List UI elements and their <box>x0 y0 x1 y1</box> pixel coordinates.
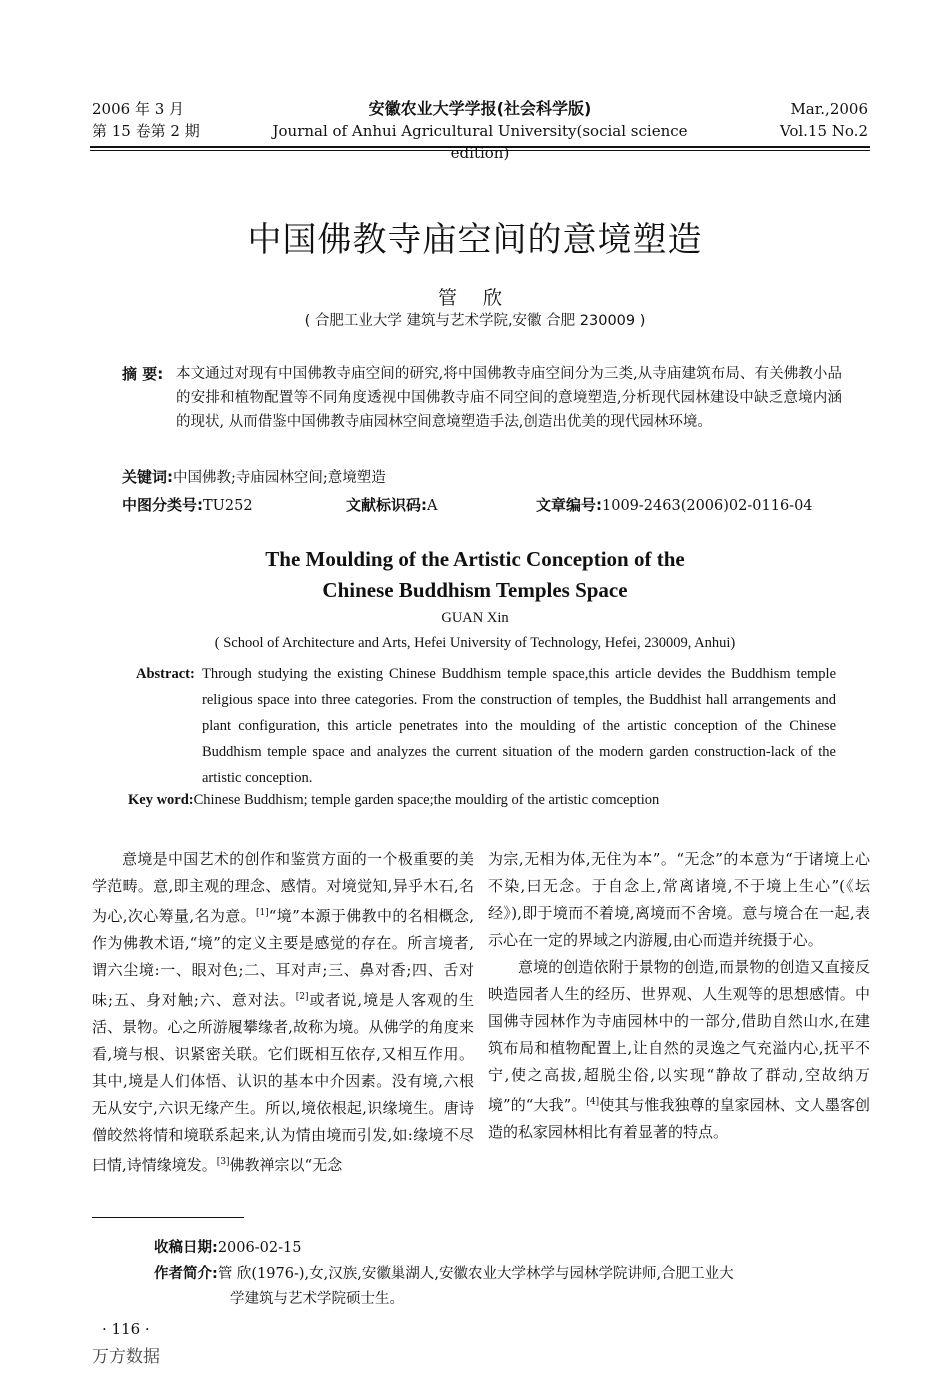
clc-label: 中图分类号: <box>122 496 203 514</box>
citation-ref: [4] <box>586 1097 600 1107</box>
paper-title-cn: 中国佛教寺庙空间的意境塑造 <box>247 220 703 260</box>
received-date <box>154 1236 301 1261</box>
keywords-cn-label: 关键词: <box>122 468 173 486</box>
volume-issue-en: Vol.15 No.2 <box>779 122 868 140</box>
footnote-rule <box>92 1217 244 1218</box>
issue-date: 2006 年 3 月 <box>92 100 185 118</box>
citation-ref: [1] <box>255 908 269 918</box>
abstract-en-label: Abstract: <box>136 666 195 682</box>
body-column-left <box>92 846 474 1179</box>
header-rule-thick <box>90 146 870 148</box>
body-text: 意境的创造依附于景物的创造,而景物的创造又直接反映造园者人生的经历、世界观、人生观等的思想感情。中国佛寺园林作为寺庙园林中的一部分,借助自然山水,在建筑布局和植物配置上,让自然的灵逸之气充溢内心,抚平不宁,使之高拔,超脱尘俗,以实现“静故了群动,空故纳万境”的“大我”。 <box>488 958 870 1114</box>
journal-issue-date <box>92 98 200 142</box>
paper-title-en-line2: Chinese Buddhism Temples Space <box>322 578 628 602</box>
abstract-cn-label: 摘 要: <box>122 365 164 383</box>
citation-ref: [2] <box>295 992 309 1002</box>
author-cn: 管 欣 <box>437 287 513 309</box>
bio-label: 作者简介: <box>154 1266 218 1282</box>
affiliation-en: ( School of Architecture and Arts, Hefei University of Technology, Hefei, 230009, Anhui) <box>214 635 736 651</box>
body-text: “境”本源于佛教中的名相概念,作为佛教术语,“境”的定义主要是感觉的存在。所言境者,谓六尘境:一、眼对色;二、耳对声;三、鼻对香;四、舌对味;五、身对触;六、意对法。 <box>92 907 474 1009</box>
abstract-cn <box>122 362 842 434</box>
clc-code <box>122 494 253 515</box>
volume-issue: 第 15 卷第 2 期 <box>92 122 200 140</box>
bio-line2: 学建筑与艺术学院硕士生。 <box>230 1291 404 1307</box>
abstract-cn-text: 本文通过对现有中国佛教寺庙空间的研究,将中国佛教寺庙空间分为三类,从寺庙建筑布局、有关佛教小品的安排和植物配置等不同角度透视中国佛教寺庙不同空间的意境塑造,分析现代园林建设中缺乏意境内涵的现状, 从而借鉴中国佛教寺庙园林空间意境塑造手法,创造出优美的现代园林环境。 <box>176 366 842 430</box>
clc-value: TU252 <box>203 498 253 514</box>
doc-value: A <box>427 498 438 514</box>
journal-name <box>250 98 710 164</box>
bio-line1: 管 欣(1976-),女,汉族,安徽巢湖人,安徽农业大学林学与园林学院讲师,合肥工业大 <box>217 1266 734 1282</box>
keywords-cn-text: 中国佛教;寺庙园林空间;意境塑造 <box>173 470 386 486</box>
article-number <box>536 494 813 515</box>
abstract-en <box>136 661 836 791</box>
body-paragraph: 为宗,无相为体,无住为本”。“无念”的本意为“于诸境上心不染,曰无念。于自念上,常离诸境,不于境上生心”(《坛经》),即于境而不着境,离境而不舍境。意与境合在一起,表示心在一定的界域之内游履,由心而造并统摄于心。 <box>488 850 870 949</box>
author-en: GUAN Xin <box>441 610 509 626</box>
body-paragraph <box>92 846 474 1179</box>
keywords-cn <box>122 466 386 487</box>
body-column-right <box>488 846 870 1146</box>
article-label: 文章编号: <box>536 496 602 514</box>
article-value: 1009-2463(2006)02-0116-04 <box>602 498 813 514</box>
journal-name-en: Journal of Anhui Agricultural University(social science edition) <box>272 122 688 162</box>
page-number: · 116 · <box>102 1320 150 1338</box>
body-text: 佛教禅宗以“无念 <box>229 1156 343 1174</box>
journal-name-cn: 安徽农业大学学报(社会科学版) <box>368 99 592 118</box>
body-paragraph <box>488 954 870 1146</box>
journal-issue-en <box>780 98 868 142</box>
abstract-en-text: Through studying the existing Chinese Buddhism temple space,this article devides the Buddhism temple religious space into three categories. From the construction of temples, the Buddhist hall arrangements and plant configuration, this article penetrates into the moulding of the artistic conception of the Chinese Buddhism temple space and analyzes the current situation of the modern garden construction-lack of the artistic conception. <box>202 666 836 786</box>
received-label: 收稿日期: <box>154 1240 218 1256</box>
keywords-en-label: Key word: <box>128 792 194 808</box>
doc-label: 文献标识码: <box>346 496 427 514</box>
paper-title-en <box>0 544 950 606</box>
keywords-en-text: Chinese Buddhism; temple garden space;the mouldirg of the artistic comception <box>193 792 660 808</box>
affiliation-cn: ( 合肥工业大学 建筑与艺术学院,安徽 合肥 230009 ) <box>304 313 646 329</box>
issue-date-en: Mar.,2006 <box>790 100 868 118</box>
author-bio <box>154 1262 854 1312</box>
watermark: 万方数据 <box>92 1347 160 1367</box>
body-text: 意境是中国艺术的创作和鉴赏方面的一个极重要的美学范畴。意,即主观的理念、感情。对境觉知,异乎木石,名为心,次心筹量,名为意。 <box>92 850 474 925</box>
doc-code <box>346 494 437 515</box>
body-text: 或者说,境是人客观的生活、景物。心之所游履攀缘者,故称为境。从佛学的角度来看,境与根、识紧密关联。它们既相互依存,又相互作用。其中,境是人们体悟、认识的基本中介因素。没有境,六根无从安宁,六识无缘产生。所以,境依根起,识缘境生。唐诗僧皎然将情和境联系起来,认为情由境而引发,如:缘境不尽曰情,诗情缘境发。 <box>92 991 474 1174</box>
received-value: 2006-02-15 <box>217 1240 302 1256</box>
citation-ref: [3] <box>216 1157 230 1167</box>
paper-title-en-line1: The Moulding of the Artistic Conception of the <box>265 547 685 571</box>
header-rule-thin <box>90 150 870 151</box>
keywords-en <box>128 792 659 809</box>
body-text: 使其与惟我独尊的皇家园林、文人墨客创造的私家园林相比有着显著的特点。 <box>488 1096 870 1141</box>
